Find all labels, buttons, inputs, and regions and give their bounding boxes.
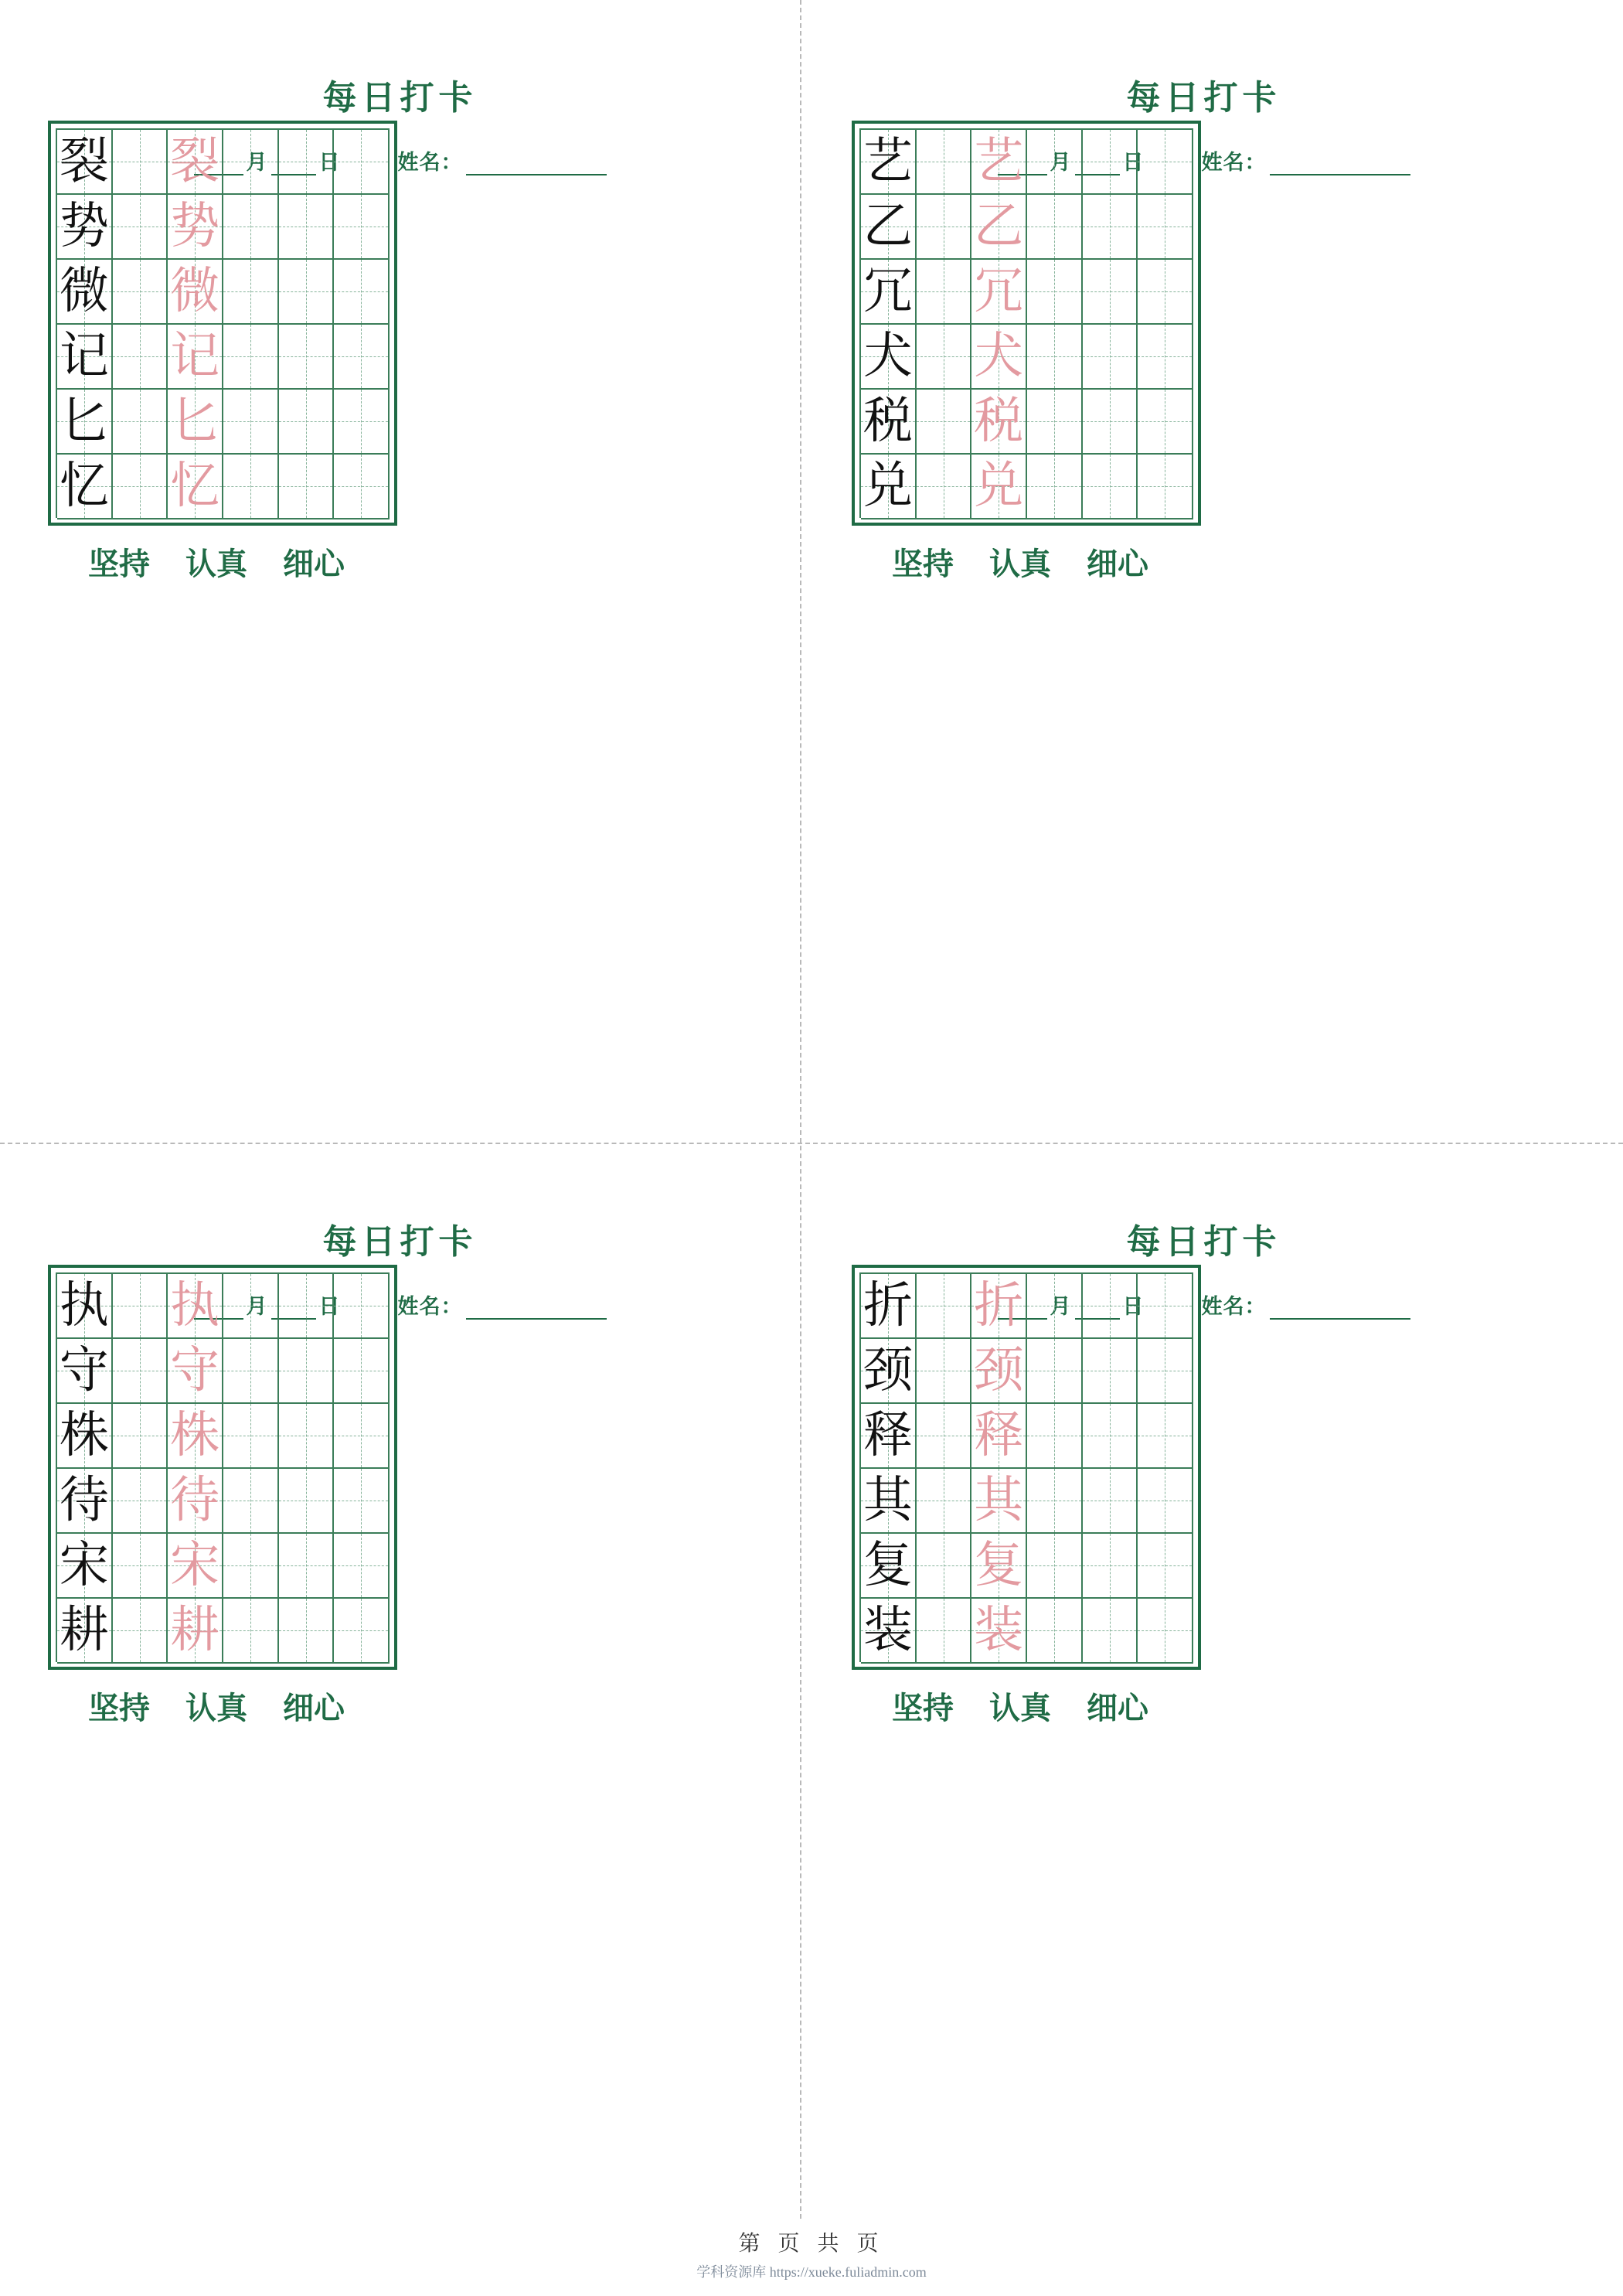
grid-cell-trace[interactable] xyxy=(971,260,1027,325)
grid-row xyxy=(861,260,1193,325)
grid-cell-model[interactable] xyxy=(861,325,917,390)
grid-row xyxy=(861,1599,1193,1664)
character-grid xyxy=(852,1265,1201,1670)
grid-cell-trace[interactable] xyxy=(971,130,1027,195)
source-credit: 学科资源库 https://xueke.fuliadmin.com xyxy=(696,2264,927,2280)
model-character: 待 xyxy=(59,1472,109,1529)
grid-cell-blank[interactable] xyxy=(917,260,972,325)
grid-cell-blank[interactable] xyxy=(1138,1534,1193,1599)
grid-cell-blank[interactable] xyxy=(1083,130,1138,195)
motto-word-1: 坚持 xyxy=(88,547,150,581)
grid-cell-trace[interactable] xyxy=(971,455,1027,519)
month-label: 月 xyxy=(1050,1295,1072,1318)
grid-cell-blank[interactable] xyxy=(113,1534,168,1599)
month-label: 月 xyxy=(246,151,268,174)
grid-cell-blank[interactable] xyxy=(917,130,972,195)
grid-cell-trace[interactable] xyxy=(168,325,223,390)
grid-cell-model[interactable] xyxy=(57,1404,113,1469)
grid-cell-model[interactable] xyxy=(861,195,917,260)
page-number-footer: 第 页 共 页 xyxy=(738,2232,885,2256)
model-character: 冗 xyxy=(863,263,913,320)
model-character: 宋 xyxy=(59,1537,109,1594)
grid-cell-blank[interactable] xyxy=(279,195,335,260)
grid-cell-blank[interactable] xyxy=(334,455,390,519)
grid-cell-blank[interactable] xyxy=(113,130,168,195)
grid-cell-blank[interactable] xyxy=(334,1599,390,1664)
name-blank[interactable] xyxy=(1270,1300,1410,1320)
grid-cell-blank[interactable] xyxy=(1027,1404,1083,1469)
grid-cell-blank[interactable] xyxy=(113,1339,168,1404)
grid-cell-model[interactable] xyxy=(57,130,113,195)
trace-character: 艺 xyxy=(974,133,1024,190)
horizontal-cut-guide xyxy=(0,1143,1623,1144)
trace-character: 执 xyxy=(170,1277,220,1334)
grid-cell-blank[interactable] xyxy=(223,1274,279,1339)
name-label: 姓名： xyxy=(397,151,463,174)
grid-row xyxy=(57,195,390,260)
day-label: 日 xyxy=(1122,1295,1145,1318)
name-label: 姓名： xyxy=(1201,1295,1267,1318)
model-character: 守 xyxy=(59,1342,109,1399)
grid-row xyxy=(57,390,390,455)
grid-cell-blank[interactable] xyxy=(1083,195,1138,260)
model-character: 颈 xyxy=(863,1342,913,1399)
grid-row xyxy=(861,130,1193,195)
grid-cell-blank[interactable] xyxy=(1138,325,1193,390)
grid-cell-blank[interactable] xyxy=(113,1404,168,1469)
grid-cell-blank[interactable] xyxy=(223,130,279,195)
grid-cell-blank[interactable] xyxy=(917,1274,972,1339)
model-character: 耕 xyxy=(59,1602,109,1659)
grid-cell-blank[interactable] xyxy=(334,130,390,195)
grid-cell-model[interactable] xyxy=(57,1599,113,1664)
grid-cell-blank[interactable] xyxy=(917,1404,972,1469)
model-character: 忆 xyxy=(59,458,109,515)
grid-cell-model[interactable] xyxy=(57,1469,113,1534)
grid-row xyxy=(861,1404,1193,1469)
grid-cell-model[interactable] xyxy=(57,1534,113,1599)
trace-character: 耕 xyxy=(170,1602,220,1659)
grid-cell-blank[interactable] xyxy=(1027,1339,1083,1404)
card-title: 每日打卡 xyxy=(322,1223,478,1261)
grid-row xyxy=(861,455,1193,519)
grid-cell-blank[interactable] xyxy=(113,390,168,455)
grid-cell-blank[interactable] xyxy=(279,1274,335,1339)
name-label: 姓名： xyxy=(397,1295,463,1318)
model-character: 匕 xyxy=(59,393,109,450)
model-character: 势 xyxy=(59,198,109,255)
grid-cell-blank[interactable] xyxy=(113,260,168,325)
grid-cell-blank[interactable] xyxy=(1083,390,1138,455)
grid-cell-trace[interactable] xyxy=(168,1404,223,1469)
day-label: 日 xyxy=(1122,151,1145,174)
model-character: 乙 xyxy=(863,198,913,255)
grid-cell-trace[interactable] xyxy=(971,1534,1027,1599)
character-grid xyxy=(48,121,397,526)
grid-cell-blank[interactable] xyxy=(223,260,279,325)
grid-cell-model[interactable] xyxy=(861,390,917,455)
trace-character: 匕 xyxy=(170,393,220,450)
motto-word-2: 认真 xyxy=(185,547,247,581)
grid-cell-model[interactable] xyxy=(861,1469,917,1534)
grid-cell-blank[interactable] xyxy=(334,1274,390,1339)
grid-cell-blank[interactable] xyxy=(334,1469,390,1534)
motto-word-3: 细心 xyxy=(1087,547,1148,581)
model-character: 执 xyxy=(59,1277,109,1334)
grid-row xyxy=(57,325,390,390)
grid-cell-blank[interactable] xyxy=(1083,1274,1138,1339)
grid-cell-blank[interactable] xyxy=(917,1599,972,1664)
grid-cell-model[interactable] xyxy=(57,195,113,260)
grid-cell-model[interactable] xyxy=(861,1274,917,1339)
grid-cell-blank[interactable] xyxy=(113,1274,168,1339)
grid-row xyxy=(861,390,1193,455)
vertical-cut-guide xyxy=(800,0,801,2219)
grid-cell-blank[interactable] xyxy=(223,325,279,390)
trace-character: 折 xyxy=(974,1277,1024,1334)
motto-word-2: 认真 xyxy=(185,1691,247,1725)
grid-cell-blank[interactable] xyxy=(1138,260,1193,325)
grid-cell-blank[interactable] xyxy=(1027,325,1083,390)
grid-row xyxy=(861,1339,1193,1404)
grid-cell-trace[interactable] xyxy=(971,1274,1027,1339)
grid-cell-trace[interactable] xyxy=(168,1599,223,1664)
grid-cell-blank[interactable] xyxy=(1083,325,1138,390)
grid-cell-blank[interactable] xyxy=(223,1469,279,1534)
grid-cell-blank[interactable] xyxy=(917,195,972,260)
grid-cell-blank[interactable] xyxy=(334,260,390,325)
grid-cell-trace[interactable] xyxy=(168,455,223,519)
grid-cell-blank[interactable] xyxy=(113,1469,168,1534)
model-character: 税 xyxy=(863,393,913,450)
grid-row xyxy=(57,130,390,195)
motto-word-1: 坚持 xyxy=(892,1691,954,1725)
grid-cell-blank[interactable] xyxy=(223,1599,279,1664)
grid-row xyxy=(57,260,390,325)
day-label: 日 xyxy=(318,1295,341,1318)
grid-cell-blank[interactable] xyxy=(279,455,335,519)
grid-cell-model[interactable] xyxy=(861,455,917,519)
grid-cell-blank[interactable] xyxy=(1138,130,1193,195)
grid-row xyxy=(861,325,1193,390)
grid-cell-blank[interactable] xyxy=(279,130,335,195)
grid-cell-blank[interactable] xyxy=(279,1339,335,1404)
motto-row xyxy=(804,1684,1237,1728)
grid-row xyxy=(57,1599,390,1664)
motto-word-2: 认真 xyxy=(989,1691,1051,1725)
trace-character: 记 xyxy=(170,328,220,385)
model-character: 株 xyxy=(59,1407,109,1464)
grid-cell-blank[interactable] xyxy=(1027,390,1083,455)
grid-cell-blank[interactable] xyxy=(279,1534,335,1599)
character-grid xyxy=(852,121,1201,526)
grid-cell-trace[interactable] xyxy=(971,325,1027,390)
trace-character: 冗 xyxy=(974,263,1024,320)
motto-word-1: 坚持 xyxy=(88,1691,150,1725)
grid-cell-blank[interactable] xyxy=(1083,1404,1138,1469)
grid-cell-trace[interactable] xyxy=(168,390,223,455)
grid-cell-blank[interactable] xyxy=(113,325,168,390)
practice-card-top-left xyxy=(0,6,800,1143)
grid-cell-blank[interactable] xyxy=(1083,455,1138,519)
motto-word-1: 坚持 xyxy=(892,547,954,581)
trace-character: 税 xyxy=(974,393,1024,450)
grid-row xyxy=(861,1534,1193,1599)
model-character: 其 xyxy=(863,1472,913,1529)
grid-cell-blank[interactable] xyxy=(279,1469,335,1534)
trace-character: 宋 xyxy=(170,1537,220,1594)
trace-character: 复 xyxy=(974,1537,1024,1594)
grid-cell-model[interactable] xyxy=(861,1599,917,1664)
trace-character: 乙 xyxy=(974,198,1024,255)
name-blank[interactable] xyxy=(466,155,607,175)
grid-cell-blank[interactable] xyxy=(1083,1534,1138,1599)
trace-character: 势 xyxy=(170,198,220,255)
grid-cell-blank[interactable] xyxy=(223,1404,279,1469)
grid-cell-blank[interactable] xyxy=(223,1534,279,1599)
grid-cell-blank[interactable] xyxy=(1138,455,1193,519)
grid-cell-blank[interactable] xyxy=(1027,1534,1083,1599)
name-blank[interactable] xyxy=(466,1300,607,1320)
trace-character: 忆 xyxy=(170,458,220,515)
grid-row xyxy=(57,455,390,519)
grid-cell-blank[interactable] xyxy=(917,1339,972,1404)
grid-cell-blank[interactable] xyxy=(1027,1274,1083,1339)
grid-cell-trace[interactable] xyxy=(168,1339,223,1404)
grid-cell-blank[interactable] xyxy=(917,1534,972,1599)
grid-cell-trace[interactable] xyxy=(168,1534,223,1599)
grid-row xyxy=(57,1469,390,1534)
grid-row xyxy=(861,1274,1193,1339)
grid-cell-blank[interactable] xyxy=(113,195,168,260)
grid-cell-trace[interactable] xyxy=(971,1404,1027,1469)
grid-cell-blank[interactable] xyxy=(223,1339,279,1404)
grid-cell-blank[interactable] xyxy=(279,260,335,325)
month-label: 月 xyxy=(1050,151,1072,174)
grid-cell-blank[interactable] xyxy=(223,195,279,260)
trace-character: 裂 xyxy=(170,133,220,190)
grid-row xyxy=(57,1339,390,1404)
grid-cell-blank[interactable] xyxy=(1138,1339,1193,1404)
motto-row xyxy=(804,540,1237,584)
trace-character: 守 xyxy=(170,1342,220,1399)
grid-cell-blank[interactable] xyxy=(334,195,390,260)
model-character: 折 xyxy=(863,1277,913,1334)
day-label: 日 xyxy=(318,151,341,174)
grid-cell-model[interactable] xyxy=(861,130,917,195)
grid-cell-blank[interactable] xyxy=(1027,260,1083,325)
model-character: 裂 xyxy=(59,133,109,190)
grid-cell-blank[interactable] xyxy=(1027,130,1083,195)
grid-cell-blank[interactable] xyxy=(113,1599,168,1664)
grid-cell-blank[interactable] xyxy=(917,455,972,519)
grid-cell-trace[interactable] xyxy=(971,1599,1027,1664)
grid-cell-model[interactable] xyxy=(861,1339,917,1404)
grid-cell-blank[interactable] xyxy=(1083,1339,1138,1404)
month-label: 月 xyxy=(246,1295,268,1318)
trace-character: 装 xyxy=(974,1602,1024,1659)
practice-card-bottom-left xyxy=(0,1150,800,2287)
trace-character: 犬 xyxy=(974,328,1024,385)
grid-row xyxy=(861,195,1193,260)
grid-cell-blank[interactable] xyxy=(1027,195,1083,260)
motto-word-3: 细心 xyxy=(283,547,345,581)
trace-character: 其 xyxy=(974,1472,1024,1529)
practice-card-bottom-right xyxy=(804,1150,1604,2287)
motto-word-2: 认真 xyxy=(989,547,1051,581)
character-grid xyxy=(48,1265,397,1670)
grid-cell-model[interactable] xyxy=(57,1339,113,1404)
model-character: 微 xyxy=(59,263,109,320)
grid-cell-model[interactable] xyxy=(57,260,113,325)
grid-cell-blank[interactable] xyxy=(1027,1599,1083,1664)
grid-row xyxy=(57,1274,390,1339)
practice-card-top-right xyxy=(804,6,1604,1143)
grid-cell-trace[interactable] xyxy=(971,1339,1027,1404)
grid-cell-blank[interactable] xyxy=(334,325,390,390)
grid-cell-blank[interactable] xyxy=(1138,1274,1193,1339)
grid-cell-blank[interactable] xyxy=(334,1534,390,1599)
grid-cell-trace[interactable] xyxy=(168,1469,223,1534)
model-character: 释 xyxy=(863,1407,913,1464)
model-character: 复 xyxy=(863,1537,913,1594)
grid-row xyxy=(57,1534,390,1599)
grid-cell-trace[interactable] xyxy=(168,260,223,325)
trace-character: 兑 xyxy=(974,458,1024,515)
grid-cell-blank[interactable] xyxy=(1083,1599,1138,1664)
grid-cell-blank[interactable] xyxy=(279,325,335,390)
grid-cell-blank[interactable] xyxy=(917,390,972,455)
grid-cell-blank[interactable] xyxy=(279,390,335,455)
motto-row xyxy=(0,1684,433,1728)
grid-row xyxy=(57,1404,390,1469)
grid-cell-blank[interactable] xyxy=(917,1469,972,1534)
grid-cell-blank[interactable] xyxy=(223,455,279,519)
trace-character: 株 xyxy=(170,1407,220,1464)
model-character: 记 xyxy=(59,328,109,385)
grid-cell-model[interactable] xyxy=(861,1404,917,1469)
grid-cell-blank[interactable] xyxy=(334,390,390,455)
model-character: 兑 xyxy=(863,458,913,515)
trace-character: 待 xyxy=(170,1472,220,1529)
grid-cell-blank[interactable] xyxy=(334,1404,390,1469)
grid-cell-blank[interactable] xyxy=(1027,1469,1083,1534)
trace-character: 释 xyxy=(974,1407,1024,1464)
card-title: 每日打卡 xyxy=(1126,79,1281,117)
grid-cell-model[interactable] xyxy=(57,325,113,390)
name-label: 姓名： xyxy=(1201,151,1267,174)
grid-cell-trace[interactable] xyxy=(971,1469,1027,1534)
model-character: 艺 xyxy=(863,133,913,190)
motto-word-3: 细心 xyxy=(1087,1691,1148,1725)
card-title: 每日打卡 xyxy=(322,79,478,117)
grid-cell-trace[interactable] xyxy=(971,195,1027,260)
grid-cell-blank[interactable] xyxy=(1138,1599,1193,1664)
grid-cell-model[interactable] xyxy=(861,260,917,325)
model-character: 犬 xyxy=(863,328,913,385)
grid-cell-blank[interactable] xyxy=(1138,1404,1193,1469)
grid-cell-model[interactable] xyxy=(57,1274,113,1339)
grid-cell-blank[interactable] xyxy=(1138,390,1193,455)
trace-character: 颈 xyxy=(974,1342,1024,1399)
grid-cell-blank[interactable] xyxy=(223,390,279,455)
motto-word-3: 细心 xyxy=(283,1691,345,1725)
grid-cell-model[interactable] xyxy=(57,455,113,519)
grid-cell-blank[interactable] xyxy=(917,325,972,390)
motto-row xyxy=(0,540,433,584)
grid-cell-blank[interactable] xyxy=(1083,1469,1138,1534)
model-character: 装 xyxy=(863,1602,913,1659)
card-title: 每日打卡 xyxy=(1126,1223,1281,1261)
grid-cell-trace[interactable] xyxy=(168,130,223,195)
grid-cell-trace[interactable] xyxy=(168,195,223,260)
grid-cell-blank[interactable] xyxy=(279,1404,335,1469)
grid-cell-model[interactable] xyxy=(57,390,113,455)
grid-cell-blank[interactable] xyxy=(1138,195,1193,260)
grid-cell-blank[interactable] xyxy=(1138,1469,1193,1534)
trace-character: 微 xyxy=(170,263,220,320)
grid-cell-blank[interactable] xyxy=(113,455,168,519)
grid-cell-trace[interactable] xyxy=(168,1274,223,1339)
grid-cell-blank[interactable] xyxy=(1083,260,1138,325)
grid-cell-model[interactable] xyxy=(861,1534,917,1599)
grid-cell-blank[interactable] xyxy=(1027,455,1083,519)
grid-cell-blank[interactable] xyxy=(279,1599,335,1664)
grid-cell-blank[interactable] xyxy=(334,1339,390,1404)
grid-row xyxy=(861,1469,1193,1534)
name-blank[interactable] xyxy=(1270,155,1410,175)
grid-cell-trace[interactable] xyxy=(971,390,1027,455)
